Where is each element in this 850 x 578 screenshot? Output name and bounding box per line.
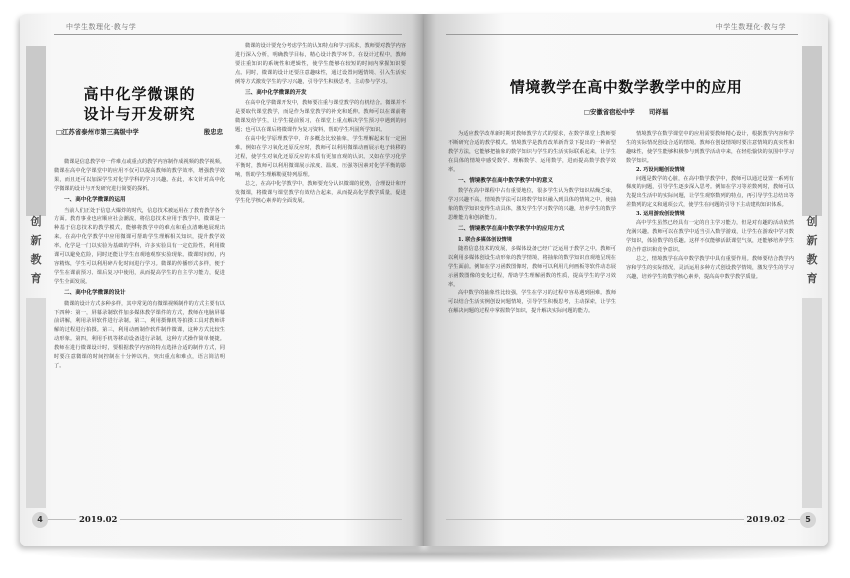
side-char: 育 [30, 272, 42, 285]
section-heading: 一、高中化学微课的运用 [64, 196, 126, 203]
left-side-tab-lower [26, 298, 46, 508]
left-side-label [26, 212, 46, 288]
right-column-1-body [448, 130, 616, 316]
body-paragraph: 总之，情境教学在高中数学教学中具有重要作用。教师要结合教学内容和学生的实际情况，灵活运用多种方式创设教学情境，激发学生的学习兴趣，培养学生的数学核心素养，提高高中数学教学质量。 [626, 255, 794, 280]
left-header-rule [54, 34, 402, 35]
body-paragraph: 情境教学在数学课堂中的应用需要教师精心设计，根据教学内容和学生的实际情况创设合适的情境。教师在创设情境时要注意情境的真实性和趣味性，使学生能够积极参与到教学活动中来，在轻松愉快的氛围中学习数学知识。 [626, 131, 794, 164]
left-column-2 [235, 42, 406, 504]
side-char: 创 [806, 215, 818, 228]
right-column-1 [448, 130, 616, 504]
body-paragraph: 在高中化学原理教学中，许多概念比较抽象，学生理解起来有一定困难。例如在学习氧化还原反应时，教师可以利用微课动画展示电子转移的过程，使学生对氧化还原反应的本质有更加直观的认识。又如在学习化学平衡时，教师可以利用微课展示浓度、温度、压强等因素对化学平衡的影响，帮助学生理解勒夏特列原理。 [235, 136, 406, 178]
right-side-label [802, 212, 822, 288]
left-title-block [54, 42, 225, 158]
section-heading: 二、高中化学微课的设计 [64, 289, 126, 296]
subsection-heading: 1. 联合多媒体创设情境 [458, 236, 512, 243]
section-heading: 二、情境教学在高中数学教学中的应用方式 [458, 226, 565, 233]
side-char: 新 [806, 234, 818, 247]
right-header-rule [446, 34, 798, 35]
body-paragraph: 在高中化学微课开发中，教师要注重与课堂教学的有机结合。微课并不是要取代课堂教学，而是作为课堂教学的补充和延伸。教师可以在课前将微课发给学生，让学生提前预习，在课堂上重点解决学生预习中遇到的问题；也可以在课后将微课作为复习资料，帮助学生巩固所学知识。 [235, 100, 406, 134]
right-page-number: 5 [800, 512, 816, 528]
subsection-heading: 3. 运用游戏创设情境 [636, 211, 685, 218]
left-running-head: 中学生数理化·教与学 [66, 23, 137, 31]
author: 殷忠忠 [203, 128, 223, 136]
body-paragraph: 微课的设计要充分考虑学生的认知特点和学习需求，教师要对教学内容进行深入分析，明确教学目标，精心设计教学环节。在设计过程中，教师要注重知识的系统性和逻辑性，使学生能够在较短的时间内掌握知识要点。同时，微课的设计还要注意趣味性，通过设置问题情境、引入生活实例等方式激发学生的学习兴趣，引导学生积极思考，主动参与学习。 [235, 43, 406, 85]
right-running-head: 中学生数理化·教与学 [715, 23, 786, 31]
right-issue-date: 2019.02 [744, 515, 788, 525]
side-char: 教 [806, 253, 818, 266]
body-paragraph: 当前人们正处于信息大爆炸的时代，信息技术被运用在了教育教学各个方面。教育事业也应顺应社会潮流，将信息技术应用于教学中。微课是一种基于信息技术的教学模式，能够将教学中的难点和重点清晰地展现出来。在高中化学教学中应用微课可帮助学生理解相关知识，提升教学效率。化学是一门以实验为基础的学科，许多实验具有一定危险性，利用微课可以避免危险，同时还能让学生直观地观察实验现象。微课时间短，内容精炼，学生可以利用碎片化时间进行学习。微课的传播形式多样，便于学生在课前预习、课后复习中使用，从而提高学生的自主学习能力，促进学生全面发展。 [54, 207, 225, 285]
section-heading: 一、情境教学在高中数学教学中的意义 [458, 177, 554, 184]
side-char: 创 [30, 215, 42, 228]
left-page [20, 14, 424, 546]
left-byline [54, 128, 225, 137]
body-paragraph: 微课是信息教学中一件难点或重点的教学内容制作成视频的教学视频。微课在高中化学课堂中的应用不仅可以提高教师的教学效率，增强教学效果，而且还可以加深学生对化学学科的学习兴趣。在此，本文针对高中化学微课的设计与开发研究进行简要的探析。 [54, 159, 225, 192]
right-column-2 [626, 130, 794, 504]
side-char: 新 [30, 234, 42, 247]
subsection-heading: 2. 巧设问题创设情境 [636, 166, 685, 173]
article-title-line-1: 高中化学微课的 [83, 85, 196, 103]
body-paragraph: 高中学生虽然已经具有一定的自主学习能力，但是对有趣的活动依然充满兴趣。教师可以在教学中适当引入数学游戏，让学生在游戏中学习数学知识，体验数学的乐趣。这样不仅能够活跃课堂气氛，还能够培养学生的合作意识和竞争意识。 [626, 220, 794, 253]
left-column-1 [54, 42, 225, 504]
left-page-number: 4 [32, 512, 48, 528]
article-title: 情境教学在高中数学教学中的应用 [509, 78, 743, 96]
article-title-line-2: 设计与开发研究 [83, 105, 196, 123]
right-title-block [424, 76, 828, 116]
side-char: 教 [30, 253, 42, 266]
body-paragraph: 高中数学的抽象性比较强，学生在学习的过程中容易遇到困难。教师可以结合生活实例创设问题情境，引导学生积极思考，主动探索，让学生在解决问题的过程中掌握数学知识，提升解决实际问题的能力。 [448, 290, 616, 315]
right-text-area [448, 130, 794, 504]
left-side-tab [26, 46, 46, 216]
body-paragraph: 问题是数学的心脏，在高中数学教学中，教师可以通过设置一系列有梯度的问题，引导学生逐步深入思考。例如在学习等差数列时，教师可以先提出生活中的实际问题，让学生观察数列的特点，再引导学生总结出等差数列的定义和通项公式，使学生在问题的引导下主动建构知识体系。 [626, 175, 794, 209]
left-text-area [54, 42, 406, 504]
right-side-tab-lower [802, 298, 822, 508]
book-shadow [28, 545, 828, 563]
body-paragraph: 微课的设计方式多种多样，其中常见的有微课视频制作的方式主要有以下四种：第一，屏幕录制软件加多媒体教学课件的方式，教师在电脑屏幕前讲解，利用录屏软件进行录制。第二，利用摄像机等拍摄工具对教师讲解的过程进行拍摄。第三，利用动画制作软件制作微课，这种方式比较生动形象。第四，利用手机等移动设备进行录制，这种方式操作简单便捷。教师在进行微课设计时，要根据教学内容的特点选择合适的制作方式，同时要注意微课的时间控制在十分钟以内，突出重点和难点，语言简洁明了。 [54, 300, 225, 369]
right-side-tab [802, 46, 822, 216]
affiliation: □安徽省宿松中学 [583, 108, 635, 116]
author: 司祥福 [648, 108, 669, 116]
left-column-2-body [235, 42, 406, 206]
right-byline [424, 107, 828, 116]
body-paragraph: 数学在高中课程中占有重要地位，很多学生认为数学知识枯燥乏味，学习兴趣不高。情境教学法可以将数学知识融入到具体的情境之中，使抽象的数学知识变得生动具体，激发学生学习数学的兴趣，培养学生的数学思维能力和创新能力。 [448, 188, 616, 222]
right-page [424, 14, 828, 546]
affiliation: □江苏省泰州市第三高级中学 [56, 128, 139, 136]
body-paragraph: 随着信息技术的发展，多媒体设备已经广泛运用于教学之中。教师可以利用多媒体创设生动形象的教学情境，将抽象的数学知识直观地呈现在学生面前。例如在学习函数图像时，教师可以利用几何画板等软件动态展示函数图像的变化过程，帮助学生理解函数的性质，提高学生的学习效率。 [448, 245, 616, 288]
body-paragraph: 总之，在高中化学教学中，教师要充分认识微课的优势，合理设计和开发微课，将微课与课堂教学有效结合起来，从而提高化学教学质量，促进学生化学核心素养的全面发展。 [235, 180, 406, 205]
section-heading: 三、高中化学微课的开发 [245, 89, 307, 96]
side-char: 育 [806, 272, 818, 285]
left-column-1-body [54, 158, 225, 371]
body-paragraph: 为适应教学改革新时期对教师教学方式的要求，在数学课堂上教师要不断研究合适的教学模式。情境教学是教育改革新背景下提出的一种新型教学方法，它能够把抽象的数学知识与学生的生活实际联系起来，让学生在具体的情境中感受数学、理解数学、运用数学，进而提高数学教学效率。 [448, 131, 616, 173]
left-issue-date: 2019.02 [76, 515, 120, 525]
right-column-2-body [626, 130, 794, 281]
